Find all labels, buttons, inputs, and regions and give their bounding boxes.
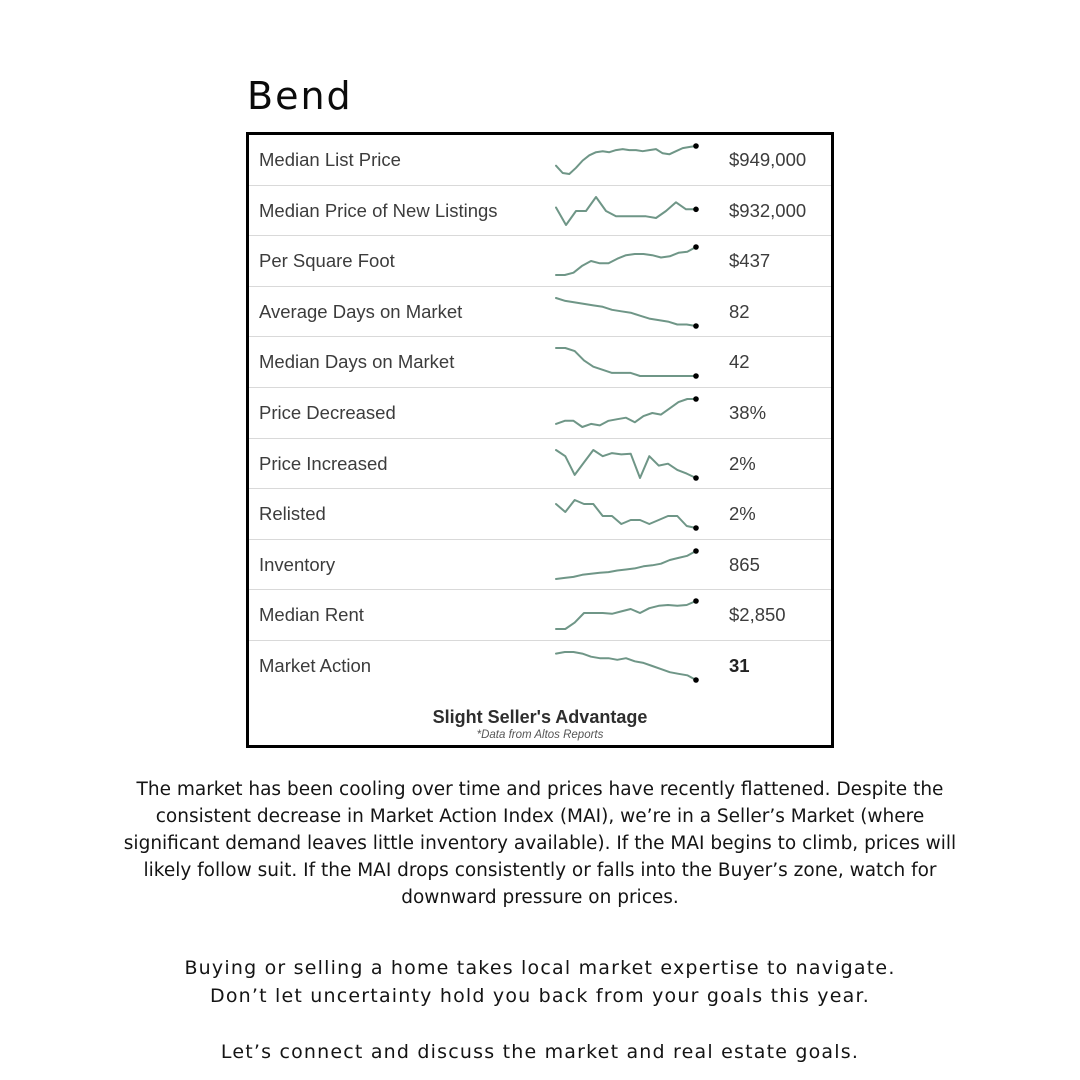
call-to-action (60, 954, 1020, 1010)
trend-sparkline (553, 143, 699, 177)
stat-row (249, 186, 831, 237)
trend-endpoint (693, 374, 699, 380)
trend-line (556, 197, 696, 225)
stat-row (249, 287, 831, 338)
stat-value: 2% (729, 503, 756, 525)
stat-label: Inventory (259, 553, 336, 575)
stat-value: 31 (729, 654, 750, 676)
stat-label: Price Decreased (259, 401, 396, 423)
page-title: Bend (247, 74, 353, 118)
trend-sparkline (553, 497, 699, 531)
trend-endpoint (693, 548, 699, 554)
trend-endpoint (693, 323, 699, 329)
cta-line-1: Buying or selling a home takes local market expertise to navigate. (184, 957, 896, 979)
market-summary-paragraph: The market has been cooling over time and prices have recently flattened. Despite the consistent decrease in Market Action Index (MAI), we’re in a Seller’s Market (where significant demand leaves little inventory available). If the MAI begins to climb, prices will likely follow suit. If the MAI drops consistently or falls into the Buyer’s zone, watch for downward pressure on prices. (123, 779, 957, 908)
trend-line (556, 399, 696, 427)
stat-label: Per Square Foot (259, 250, 395, 272)
market-status-label: Slight Seller's Advantage (432, 707, 648, 727)
trend-endpoint (693, 475, 699, 481)
trend-line (556, 450, 696, 478)
stat-value: 42 (729, 351, 750, 373)
trend-line (556, 500, 696, 528)
stat-row (249, 135, 831, 186)
trend-endpoint (693, 599, 699, 605)
stat-value: 2% (729, 452, 756, 474)
stat-label: Median Price of New Listings (259, 199, 498, 221)
trend-endpoint (693, 244, 699, 250)
trend-sparkline (553, 194, 699, 228)
stat-row (249, 540, 831, 591)
trend-sparkline (553, 295, 699, 329)
trend-line (556, 247, 696, 275)
trend-line (556, 348, 696, 376)
trend-endpoint (693, 143, 699, 149)
trend-line (556, 146, 696, 174)
trend-line (556, 652, 696, 680)
data-source-note: *Data from Altos Reports (476, 729, 604, 741)
trend-sparkline (553, 447, 699, 481)
cta-line-2: Don’t let uncertainty hold you back from your goals this year. (209, 985, 870, 1007)
trend-sparkline (553, 396, 699, 430)
trend-endpoint (693, 525, 699, 531)
trend-sparkline (553, 548, 699, 582)
market-stats-card (246, 132, 834, 748)
trend-sparkline (553, 598, 699, 632)
stat-row (249, 337, 831, 388)
stat-label: Relisted (259, 503, 326, 525)
stat-row (249, 236, 831, 287)
stat-row (249, 439, 831, 490)
stat-label: Market Action (259, 654, 372, 676)
stat-row (249, 641, 831, 692)
trend-line (556, 601, 696, 629)
stat-value: 38% (729, 401, 767, 423)
market-stats-table (249, 135, 831, 692)
stat-label: Median Days on Market (259, 351, 455, 373)
trend-endpoint (693, 677, 699, 683)
stat-value: 82 (729, 300, 750, 322)
stat-label: Price Increased (259, 452, 388, 474)
stat-value: $2,850 (729, 604, 786, 626)
trend-endpoint (693, 206, 699, 212)
trend-sparkline (553, 649, 699, 683)
trend-line (556, 551, 696, 579)
trend-line (556, 298, 696, 326)
stat-label: Median List Price (259, 149, 401, 170)
stat-value: $437 (729, 250, 771, 272)
trend-sparkline (553, 244, 699, 278)
stat-value: $949,000 (729, 149, 807, 170)
stat-row (249, 489, 831, 540)
trend-sparkline (553, 345, 699, 379)
stat-label: Average Days on Market (259, 300, 463, 322)
trend-endpoint (693, 396, 699, 402)
stat-row (249, 388, 831, 439)
stat-row (249, 590, 831, 641)
stat-value: 865 (729, 553, 760, 575)
stat-label: Median Rent (259, 604, 364, 626)
cta-closing-line: Let’s connect and discuss the market and real estate goals. (220, 1041, 860, 1063)
stat-value: $932,000 (729, 199, 807, 221)
